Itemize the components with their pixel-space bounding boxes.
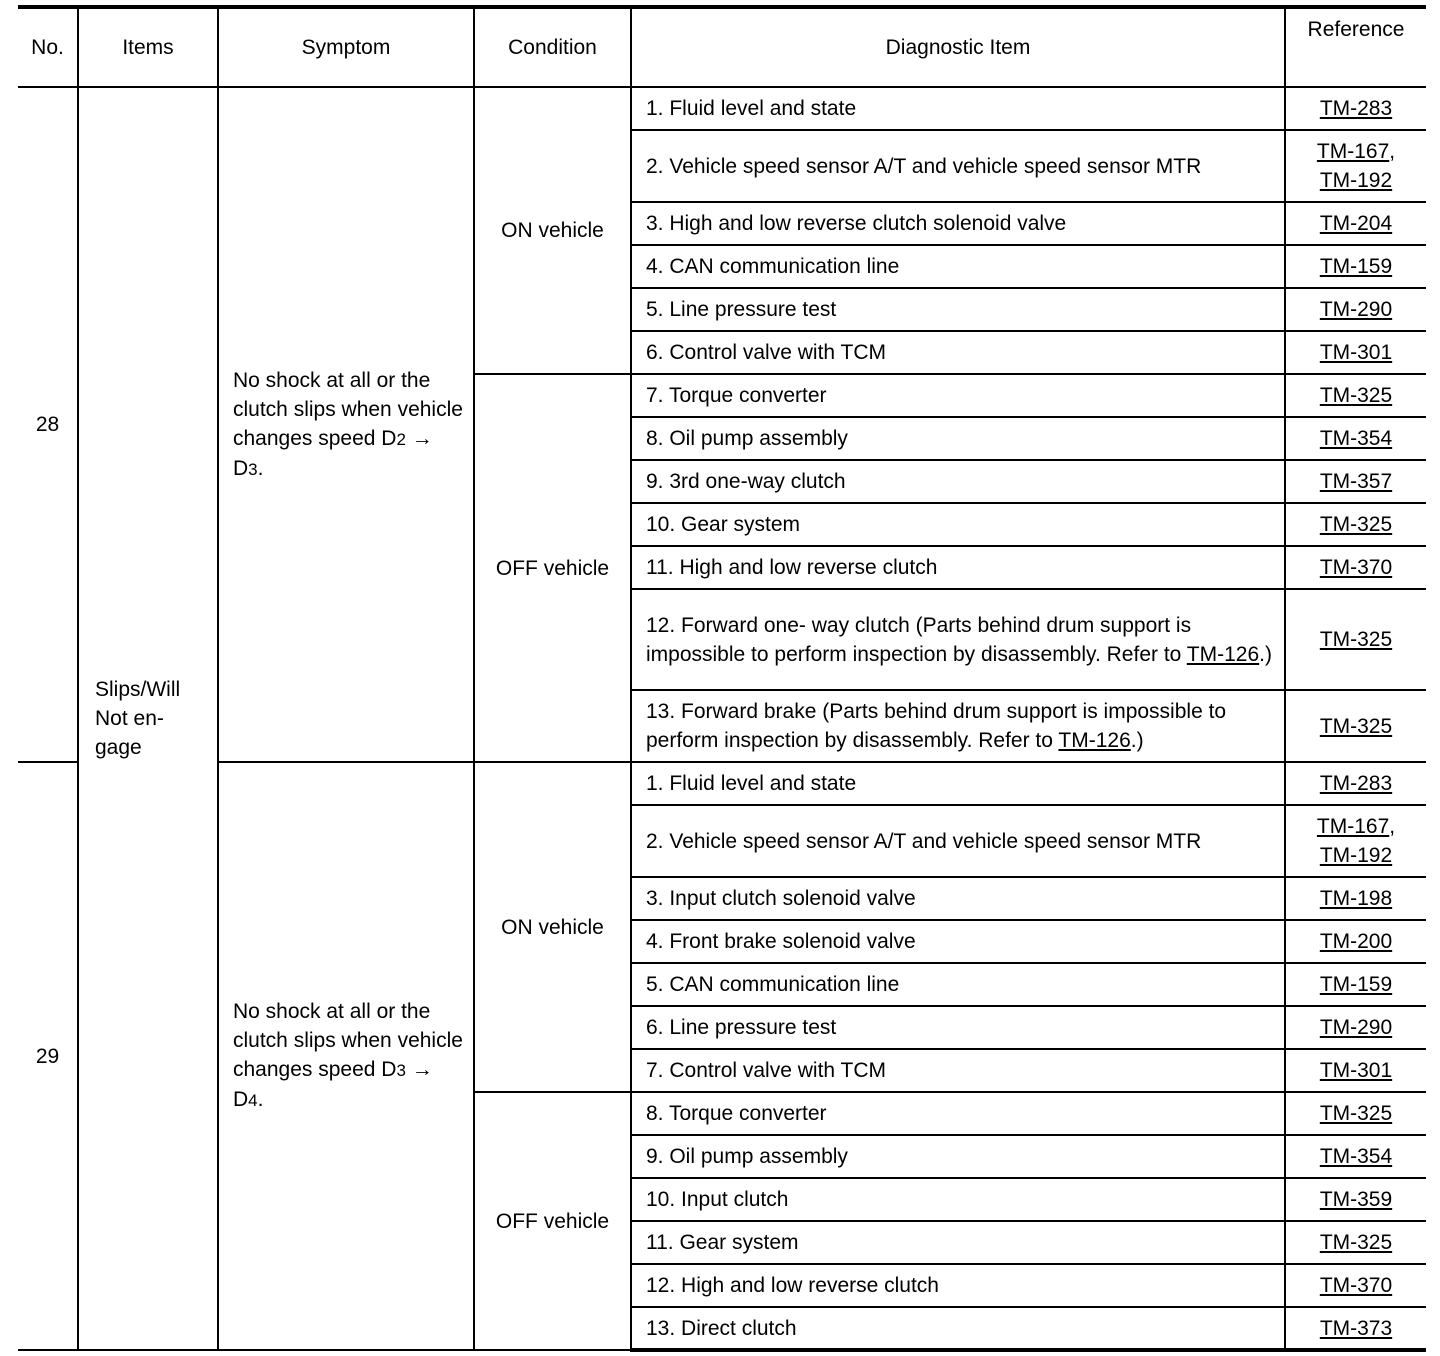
reference-link[interactable]: TM-325 — [1319, 1102, 1393, 1125]
header-reference: Reference — [1285, 7, 1426, 87]
reference-link[interactable]: TM-126 — [1058, 729, 1131, 752]
diagnostic-item: 6. Line pressure test — [631, 1006, 1285, 1049]
row-number: 28 — [18, 87, 78, 762]
reference-cell — [1285, 920, 1426, 963]
table-row — [18, 87, 1426, 130]
reference-cell — [1285, 546, 1426, 589]
diagnostic-item: 1. Fluid level and state — [631, 87, 1285, 130]
diagnostic-item: 11. Gear system — [631, 1221, 1285, 1264]
reference-link[interactable]: TM-290 — [1319, 298, 1393, 321]
condition-cell: OFF vehicle — [474, 374, 631, 762]
diagnostic-item: 3. Input clutch solenoid valve — [631, 877, 1285, 920]
reference-link[interactable]: TM-192 — [1319, 169, 1393, 192]
reference-link[interactable]: TM-354 — [1319, 427, 1393, 450]
reference-link[interactable]: TM-198 — [1319, 887, 1393, 910]
reference-link[interactable]: TM-159 — [1319, 973, 1393, 996]
reference-link[interactable]: TM-159 — [1319, 255, 1393, 278]
condition-cell: ON vehicle — [474, 762, 631, 1092]
diagnostic-item: 10. Input clutch — [631, 1178, 1285, 1221]
reference-link[interactable]: TM-325 — [1319, 1231, 1393, 1254]
reference-cell — [1285, 1307, 1426, 1350]
diagnostic-item: 9. 3rd one-way clutch — [631, 460, 1285, 503]
reference-link[interactable]: TM-354 — [1319, 1145, 1393, 1168]
reference-link[interactable]: TM-370 — [1319, 556, 1393, 579]
reference-link[interactable]: TM-301 — [1319, 1059, 1393, 1082]
gear-number: 2 — [396, 429, 406, 449]
row-number: 29 — [18, 762, 78, 1350]
items-label: Slips/Will Not en-gage — [95, 678, 181, 759]
reference-link[interactable]: TM-370 — [1319, 1274, 1393, 1297]
reference-cell — [1285, 417, 1426, 460]
reference-cell — [1285, 288, 1426, 331]
header-condition: Condition — [474, 7, 631, 87]
reference-link[interactable]: TM-325 — [1319, 714, 1393, 738]
reference-link[interactable]: TM-192 — [1319, 844, 1393, 867]
reference-cell: TM-167, TM-192 — [1285, 130, 1426, 202]
header-items: Items — [78, 7, 218, 87]
diagnostic-item: 7. Control valve with TCM — [631, 1049, 1285, 1092]
condition-cell: OFF vehicle — [474, 1092, 631, 1350]
reference-link[interactable]: TM-283 — [1319, 97, 1393, 120]
reference-cell — [1285, 1006, 1426, 1049]
reference-cell — [1285, 87, 1426, 130]
diagnostic-item: 2. Vehicle speed sensor A/T and vehicle speed sensor MTR — [631, 130, 1285, 202]
diagnostic-item: 12. High and low reverse clutch — [631, 1264, 1285, 1307]
reference-cell — [1285, 1178, 1426, 1221]
diagnostic-item: 13. Forward brake (Parts behind drum support is impossible to perform inspection by disassembly. Refer to TM-126.) — [631, 690, 1285, 762]
header-symptom: Symptom — [218, 7, 474, 87]
items-cell — [78, 87, 218, 1350]
header-diagnostic-item: Diagnostic Item — [631, 7, 1285, 87]
diagnostic-item: 11. High and low reverse clutch — [631, 546, 1285, 589]
reference-cell — [1285, 589, 1426, 690]
symptom-cell: No shock at all or the clutch slips when vehicle changes speed D2 → D3. — [218, 87, 474, 762]
reference-link[interactable]: TM-126 — [1186, 642, 1260, 666]
reference-link[interactable]: TM-200 — [1319, 930, 1393, 953]
reference-cell — [1285, 202, 1426, 245]
header-no: No. — [18, 7, 78, 87]
gear-number: 3 — [248, 459, 258, 479]
diagnostic-item: 8. Oil pump assembly — [631, 417, 1285, 460]
diagnostic-item: 13. Direct clutch — [631, 1307, 1285, 1350]
reference-link[interactable]: TM-301 — [1319, 341, 1393, 364]
table-body — [18, 87, 1426, 1350]
reference-cell — [1285, 245, 1426, 288]
reference-cell — [1285, 877, 1426, 920]
reference-cell — [1285, 690, 1426, 762]
diagnostic-item: 10. Gear system — [631, 503, 1285, 546]
reference-link[interactable]: TM-359 — [1319, 1188, 1393, 1211]
reference-cell — [1285, 1221, 1426, 1264]
reference-cell — [1285, 762, 1426, 805]
reference-link[interactable]: TM-325 — [1319, 513, 1393, 536]
diagnostic-item: 6. Control valve with TCM — [631, 331, 1285, 374]
gear-number: 4 — [248, 1091, 258, 1110]
reference-cell — [1285, 1135, 1426, 1178]
diagnosis-table — [18, 5, 1426, 1352]
header-row — [18, 7, 1426, 87]
reference-link[interactable]: TM-290 — [1319, 1016, 1393, 1039]
diagnostic-item: 5. Line pressure test — [631, 288, 1285, 331]
table-row — [18, 762, 1426, 805]
diagnostic-item: 7. Torque converter — [631, 374, 1285, 417]
reference-cell: TM-167, TM-192 — [1285, 805, 1426, 877]
diagnostic-item: 5. CAN communication line — [631, 963, 1285, 1006]
condition-cell: ON vehicle — [474, 87, 631, 374]
reference-cell — [1285, 1049, 1426, 1092]
reference-link[interactable]: TM-283 — [1319, 772, 1393, 795]
diagnostic-item: 12. Forward one- way clutch (Parts behind drum support is impossible to perform inspection by disassembly. Refer to TM-126.) — [631, 589, 1285, 690]
diagnostic-item: 4. Front brake solenoid valve — [631, 920, 1285, 963]
reference-cell — [1285, 1092, 1426, 1135]
reference-cell — [1285, 460, 1426, 503]
diagnostic-item: 3. High and low reverse clutch solenoid valve — [631, 202, 1285, 245]
reference-link[interactable]: TM-167 — [1316, 815, 1390, 838]
diagnostic-item: 1. Fluid level and state — [631, 762, 1285, 805]
diagnosis-table-page — [18, 5, 1426, 1352]
symptom-cell: No shock at all or the clutch slips when vehicle changes speed D3 → D4. — [218, 762, 474, 1350]
diagnostic-item: 9. Oil pump assembly — [631, 1135, 1285, 1178]
reference-link[interactable]: TM-325 — [1319, 628, 1393, 651]
reference-link[interactable]: TM-357 — [1319, 470, 1393, 493]
reference-link[interactable]: TM-204 — [1319, 212, 1393, 235]
reference-cell — [1285, 331, 1426, 374]
reference-link[interactable]: TM-325 — [1319, 384, 1393, 407]
reference-link[interactable]: TM-373 — [1319, 1316, 1393, 1340]
gear-number: 3 — [396, 1061, 406, 1080]
reference-link[interactable]: TM-167 — [1316, 140, 1390, 163]
diagnostic-item: 4. CAN communication line — [631, 245, 1285, 288]
diagnostic-item: 8. Torque converter — [631, 1092, 1285, 1135]
reference-cell — [1285, 1264, 1426, 1307]
reference-cell — [1285, 503, 1426, 546]
reference-cell — [1285, 963, 1426, 1006]
reference-cell — [1285, 374, 1426, 417]
diagnostic-item: 2. Vehicle speed sensor A/T and vehicle speed sensor MTR — [631, 805, 1285, 877]
